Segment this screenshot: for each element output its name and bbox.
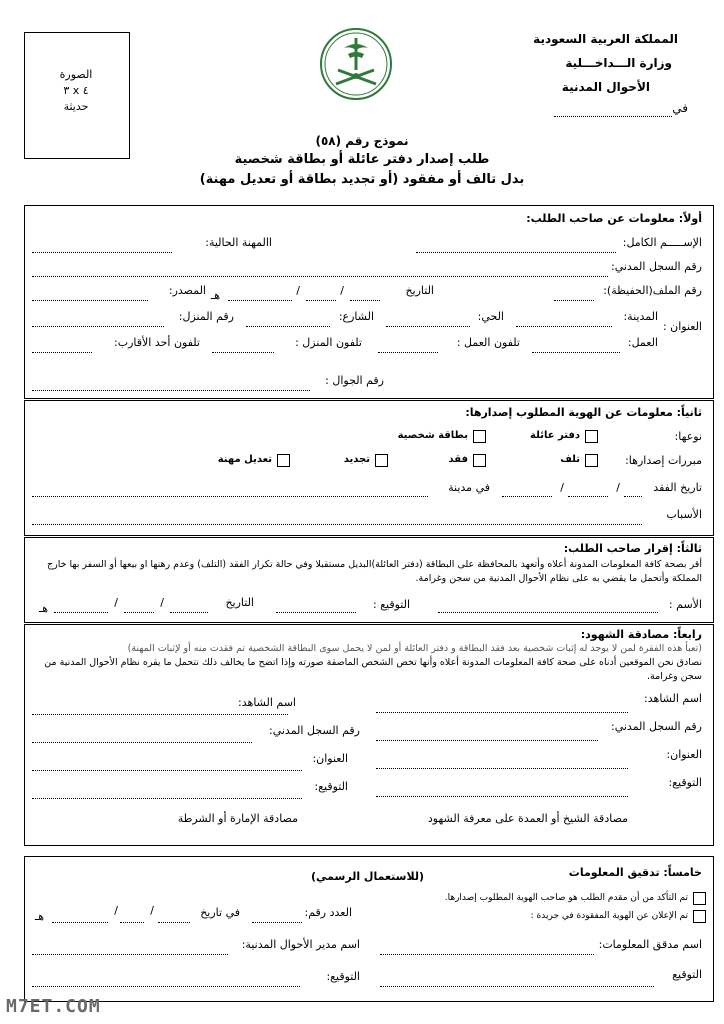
civil-field[interactable]: [32, 276, 608, 277]
issue-date-day[interactable]: [158, 922, 190, 923]
district-label: الحي:: [477, 310, 504, 323]
file-label: رقم الملف(الحفيظة):: [603, 284, 702, 297]
causes-label: الأسباب: [666, 508, 702, 521]
photo-size: ٤ x ٣: [63, 84, 89, 97]
home-phone-field[interactable]: [212, 352, 274, 353]
id-card-label: بطاقة شخصية: [397, 430, 468, 441]
witness2-name-label: اسم الشاهد:: [238, 696, 296, 709]
home-phone-label: تلفون المنزل :: [295, 336, 362, 349]
reasons-label: مبررات إصدارها:: [625, 454, 702, 467]
section3-title: ثالثاً: إقرار صاحب الطلب:: [563, 542, 702, 555]
type-label: نوعها:: [674, 430, 702, 443]
in-city-label: في مدينة: [448, 481, 490, 494]
witness2-sign-label: التوقيع:: [314, 780, 348, 793]
newspaper-announced-label: تم الإعلان عن الهوية المفقودة في جريدة :: [530, 911, 688, 921]
witness1-civil-label: رقم السجل المدني:: [610, 720, 702, 733]
section-identity: [24, 400, 714, 536]
work-phone-label: تلفون العمل :: [456, 336, 520, 349]
mobile-field[interactable]: [32, 390, 310, 391]
identity-verified-label: تم التأكد من أن مقدم الطلب هو صاحب الهوية المطلوب إصدارها.: [444, 893, 688, 903]
ministry-name: وزارة الـــداخـــلية: [565, 56, 672, 70]
renew-checkbox[interactable]: [375, 454, 388, 467]
director-sign-field[interactable]: [32, 986, 300, 987]
declarant-name-label: الأسم :: [668, 598, 702, 611]
house-field[interactable]: [32, 326, 164, 327]
file-date-hijri: هـ: [210, 289, 220, 302]
job-label: االمهنة الحالية:: [205, 236, 272, 249]
file-date-day[interactable]: [350, 300, 380, 301]
official-use: (للاستعمال الرسمي): [311, 870, 424, 883]
declaration-date-year[interactable]: [54, 612, 108, 613]
witness1-address-field[interactable]: [376, 768, 628, 769]
director-name-label: اسم مدير الأحوال المدنية:: [241, 938, 360, 951]
fullname-label: الإســـــم الكامل:: [622, 236, 702, 249]
witness1-name-label: اسم الشاهد:: [644, 692, 702, 705]
director-name-field[interactable]: [32, 954, 228, 955]
form-number: نموذج رقم (٥٨): [315, 134, 409, 148]
file-date-label: التاريخ: [405, 284, 434, 297]
form-title-1: طلب إصدار دفتر عائلة أو بطاقة شخصية: [234, 152, 490, 167]
section4-title: رابعاً: مصادقة الشهود:: [580, 628, 702, 641]
section-applicant: [24, 205, 714, 399]
issue-date-slash-2: /: [114, 904, 118, 917]
job-field[interactable]: [32, 252, 172, 253]
mobile-label: رقم الجوال :: [325, 374, 384, 387]
file-date-slash-2: /: [296, 284, 300, 297]
section1-title: أولاً: معلومات عن صاحب الطلب:: [526, 212, 702, 225]
loss-date-slash-2: /: [560, 481, 564, 494]
witness1-sign-field[interactable]: [376, 796, 628, 797]
loss-date-month[interactable]: [568, 496, 608, 497]
section5-title: خامساً: تدقيق المعلومات: [568, 866, 702, 879]
work-field[interactable]: [532, 352, 620, 353]
fullname-field[interactable]: [416, 252, 616, 253]
file-date-year[interactable]: [228, 300, 292, 301]
photo-recent: حديثة: [63, 100, 89, 113]
witness2-civil-field[interactable]: [32, 742, 252, 743]
city-field[interactable]: [516, 326, 612, 327]
lost-checkbox[interactable]: [473, 454, 486, 467]
file-field[interactable]: [554, 300, 594, 301]
witness2-address-label: العنوان:: [312, 752, 348, 765]
house-label: رقم المنزل:: [178, 310, 234, 323]
issue-date-slash-1: /: [150, 904, 154, 917]
witness1-address-label: العنوان:: [666, 748, 702, 761]
lost-label: فقد: [448, 454, 468, 465]
witness1-civil-field[interactable]: [376, 740, 598, 741]
auditor-name-field[interactable]: [380, 954, 594, 955]
city-label: المدينة:: [623, 310, 658, 323]
declarant-signature-field[interactable]: [276, 612, 356, 613]
issue-date-year[interactable]: [52, 922, 108, 923]
declaration-date-label: التاريخ: [225, 596, 254, 609]
renew-label: تجديد: [343, 454, 370, 465]
director-sign-label: التوقيع:: [326, 970, 360, 983]
kingdom-name: المملكة العربية السعودية: [533, 32, 678, 46]
auditor-sign-field[interactable]: [380, 986, 654, 987]
relative-phone-field[interactable]: [32, 352, 92, 353]
issue-date-month[interactable]: [120, 922, 144, 923]
source-field[interactable]: [32, 300, 148, 301]
district-field[interactable]: [386, 326, 470, 327]
damaged-checkbox[interactable]: [585, 454, 598, 467]
identity-verified-checkbox[interactable]: [693, 892, 706, 905]
saudi-emblem-icon: [318, 26, 394, 102]
declaration-date-hijri: هـ: [38, 602, 48, 615]
declaration-text-2: المملكة وأتحمل ما يقضي به على نظام الأحوال المدنية من سجن وغرامة.: [415, 573, 702, 584]
form-title-2: بدل تالف أو مفقود (أو تجديد بطاقة أو تعديل مهنة): [199, 172, 525, 187]
department-name: الأحوال المدنية: [561, 80, 650, 94]
auditor-sign-label: التوقيع: [672, 968, 702, 981]
declarant-signature-label: التوقيع :: [372, 598, 410, 611]
family-book-label: دفتر عائلة: [530, 430, 580, 441]
in-city-field[interactable]: [32, 496, 428, 497]
loss-date-slash-1: /: [616, 481, 620, 494]
edit-job-checkbox[interactable]: [277, 454, 290, 467]
witness1-name-field[interactable]: [376, 712, 628, 713]
issue-number-label: العدد رقم:: [304, 906, 352, 919]
declarant-name-field[interactable]: [438, 612, 658, 613]
relative-phone-label: تلفون أحد الأقارب:: [114, 336, 200, 349]
family-book-checkbox[interactable]: [585, 430, 598, 443]
loss-date-label: تاريخ الفقد: [653, 481, 702, 494]
file-date-slash-1: /: [340, 284, 344, 297]
photo-label: الصورة: [59, 68, 93, 81]
source-label: المصدر:: [168, 284, 206, 297]
work-label: العمل:: [627, 336, 658, 349]
newspaper-announced-checkbox[interactable]: [693, 910, 706, 923]
street-field[interactable]: [246, 326, 330, 327]
file-date-month[interactable]: [306, 300, 336, 301]
witness2-civil-label: رقم السجل المدني:: [268, 724, 360, 737]
section2-title: ثانياً: معلومات عن الهوية المطلوب إصدارها:: [465, 406, 702, 419]
damaged-label: تلف: [560, 454, 580, 465]
auditor-name-label: اسم مدقق المعلومات:: [598, 938, 702, 951]
id-card-checkbox[interactable]: [473, 430, 486, 443]
issue-number-field[interactable]: [252, 922, 302, 923]
issue-date-hijri: هـ: [34, 910, 44, 923]
declaration-date-day[interactable]: [170, 612, 208, 613]
in-field[interactable]: [554, 116, 672, 117]
causes-field[interactable]: [32, 524, 642, 525]
work-phone-field[interactable]: [378, 352, 438, 353]
loss-date-day[interactable]: [624, 496, 642, 497]
witness-note: (تعبأ هذه الفقرة لمن لا يوجد له إثبات شخصية بعد فقد البطاقة و دفتر العائلة أو لمن لا يحمل سوى البطاقة الشخصية تم فقدت منه أو لإثبات المهنة): [127, 643, 702, 654]
witness2-sign-field[interactable]: [32, 798, 302, 799]
street-label: الشارع:: [338, 310, 374, 323]
in-label: في: [672, 101, 688, 115]
address-label: العنوان :: [662, 320, 702, 333]
watermark: M7ET.COM: [6, 996, 101, 1017]
civil-label: رقم السجل المدني:: [610, 260, 702, 273]
declaration-date-month[interactable]: [124, 612, 154, 613]
witness-text-1: نصادق نحن الموقعين أدناه على صحة كافة المعلومات المدونة أعلاه وأنها تخص الشخص الماصقة صورته وإذا اتضح ما يخالف ذلك نتحمل ما يقره نظام الأحوال المدنية من: [44, 657, 702, 668]
witness-text-2: سجن وغرامة.: [647, 671, 702, 682]
declaration-date-slash-1: /: [160, 596, 164, 609]
declaration-date-slash-2: /: [114, 596, 118, 609]
loss-date-year[interactable]: [502, 496, 552, 497]
edit-job-label: تعديل مهنة: [217, 454, 272, 465]
witness1-sign-label: التوقيع:: [668, 776, 702, 789]
witness2-name-field[interactable]: [32, 714, 288, 715]
emirate-approval: مصادقة الإمارة أو الشرطة: [177, 812, 298, 825]
issue-date-label: في تاريخ: [200, 906, 240, 919]
sheikh-approval: مصادقة الشيخ أو العمدة على معرفة الشهود: [427, 812, 628, 825]
witness2-address-field[interactable]: [32, 770, 302, 771]
declaration-text-1: أقر بصحة كافة المعلومات المدونة أعلاه وأتعهد بالمحافظة على البطاقة (دفتر العائلة)البديل مستقبلا وفي حالة تكرار الفقد (التلف) وعدم رهنها او بيعها أو السفر بها خارج: [46, 559, 702, 570]
